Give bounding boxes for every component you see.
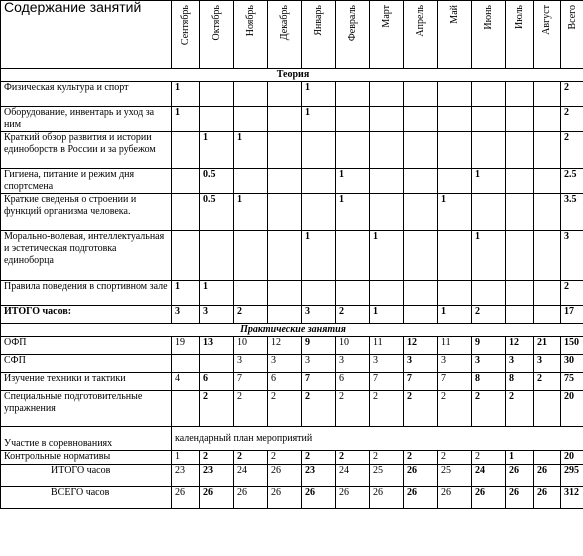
cell: 26: [438, 487, 472, 509]
cell: [506, 82, 534, 107]
row-total: 2: [561, 82, 583, 107]
cell: 11: [370, 337, 404, 355]
month-header: [336, 1, 370, 69]
cell: [336, 132, 370, 169]
row-total: 30: [561, 355, 583, 373]
table-row: [1, 355, 583, 373]
cell: [534, 451, 561, 465]
row-label: Правила поведения в спортивном зале: [1, 281, 172, 306]
cell: [200, 107, 234, 132]
cell: 1: [472, 231, 506, 281]
cell: 2: [472, 391, 506, 427]
cell: 2: [506, 391, 534, 427]
cell: 2: [234, 451, 268, 465]
row-total: 2.5: [561, 169, 583, 194]
cell: [404, 306, 438, 324]
cell: [370, 82, 404, 107]
cell: 1: [302, 231, 336, 281]
cell: 3: [200, 306, 234, 324]
cell: 10: [336, 337, 370, 355]
cell: [234, 281, 268, 306]
cell: 26: [268, 465, 302, 487]
cell: [268, 306, 302, 324]
cell: 2: [336, 306, 370, 324]
cell: 1: [506, 451, 534, 465]
row-label: Специальные подготовительные упражнения: [1, 391, 172, 427]
cell: [172, 132, 200, 169]
month-header: [534, 1, 561, 69]
month-label: Август: [541, 5, 552, 35]
table-row: [1, 82, 583, 107]
cell: 26: [172, 487, 200, 509]
cell: [534, 391, 561, 427]
cell: 1: [200, 132, 234, 169]
cell: [404, 169, 438, 194]
cell: 26: [534, 487, 561, 509]
cell: 12: [268, 337, 302, 355]
row-total: 2: [561, 107, 583, 132]
cell: 2: [234, 391, 268, 427]
row-total: 3.5: [561, 194, 583, 231]
cell: 12: [404, 337, 438, 355]
cell: 1: [172, 281, 200, 306]
cell: 2: [200, 451, 234, 465]
total-header: [561, 1, 583, 69]
month-label: Июнь: [482, 5, 494, 30]
cell: [534, 107, 561, 132]
cell: 2: [336, 451, 370, 465]
table-row: [1, 373, 583, 391]
cell: 6: [200, 373, 234, 391]
header-row: [1, 1, 583, 69]
cell: 23: [172, 465, 200, 487]
theory-total-row: [1, 306, 583, 324]
cell: 26: [336, 487, 370, 509]
month-label: Сентябрь: [179, 5, 191, 46]
cell: [234, 107, 268, 132]
cell: 2: [404, 451, 438, 465]
cell: 1: [472, 169, 506, 194]
month-header: [172, 1, 200, 69]
month-label: Июль: [513, 5, 525, 29]
cell: 25: [438, 465, 472, 487]
cell: 26: [200, 487, 234, 509]
total-label: ИТОГО часов: [1, 465, 172, 487]
cell: [404, 82, 438, 107]
cell: 6: [336, 373, 370, 391]
month-header: [404, 1, 438, 69]
cell: [172, 391, 200, 427]
cell: [370, 194, 404, 231]
competitions-note: календарный план мероприятий: [172, 427, 583, 451]
row-label: Изучение техники и тактики: [1, 373, 172, 391]
cell: [404, 107, 438, 132]
cell: 1: [302, 107, 336, 132]
cell: 2: [234, 306, 268, 324]
cell: 3: [234, 355, 268, 373]
cell: 2: [302, 451, 336, 465]
cell: 0.5: [200, 169, 234, 194]
cell: 2: [472, 306, 506, 324]
row-total: 295: [561, 465, 583, 487]
cell: 2: [438, 391, 472, 427]
cell: 3: [472, 355, 506, 373]
cell: [404, 231, 438, 281]
cell: 1: [172, 107, 200, 132]
cell: 2: [268, 451, 302, 465]
cell: 11: [438, 337, 472, 355]
cell: 3: [370, 355, 404, 373]
cell: 3: [172, 306, 200, 324]
cell: [506, 306, 534, 324]
cell: [534, 194, 561, 231]
row-total: 312: [561, 487, 583, 509]
cell: [404, 132, 438, 169]
total-label: ИТОГО часов:: [1, 306, 172, 324]
month-label: Февраль: [346, 5, 358, 42]
cell: [302, 132, 336, 169]
cell: 1: [336, 194, 370, 231]
grand-total-label: ВСЕГО часов: [1, 487, 172, 509]
cell: [336, 281, 370, 306]
cell: [302, 194, 336, 231]
cell: 3: [336, 355, 370, 373]
cell: 13: [200, 337, 234, 355]
cell: 26: [404, 487, 438, 509]
cell: 26: [268, 487, 302, 509]
section-practice-row: [1, 324, 583, 337]
table-row: [1, 132, 583, 169]
cell: 8: [506, 373, 534, 391]
cell: 26: [506, 465, 534, 487]
control-label: Контрольные нормативы: [1, 451, 172, 465]
cell: [336, 107, 370, 132]
cell: [534, 169, 561, 194]
row-label: ОФП: [1, 337, 172, 355]
cell: 3: [404, 355, 438, 373]
cell: [438, 132, 472, 169]
cell: 9: [302, 337, 336, 355]
cell: 1: [302, 82, 336, 107]
table-row: [1, 231, 583, 281]
cell: [438, 82, 472, 107]
cell: 1: [370, 306, 404, 324]
total-label: Всего: [567, 5, 578, 30]
cell: [268, 194, 302, 231]
row-label: Физическая культура и спорт: [1, 82, 172, 107]
month-header: [268, 1, 302, 69]
cell: [172, 194, 200, 231]
cell: [302, 281, 336, 306]
cell: [336, 82, 370, 107]
table-row: [1, 337, 583, 355]
month-label: Январь: [312, 5, 324, 36]
row-label: Гигиена, питание и режим дня спортсмена: [1, 169, 172, 194]
cell: 26: [302, 487, 336, 509]
cell: [234, 231, 268, 281]
cell: [268, 281, 302, 306]
competitions-row: [1, 427, 583, 451]
cell: 1: [438, 194, 472, 231]
cell: [200, 231, 234, 281]
practice-total-row: [1, 465, 583, 487]
cell: 3: [438, 355, 472, 373]
cell: [534, 281, 561, 306]
cell: [234, 82, 268, 107]
cell: [534, 82, 561, 107]
cell: 1: [438, 306, 472, 324]
cell: 2: [472, 451, 506, 465]
cell: 6: [268, 373, 302, 391]
cell: [370, 169, 404, 194]
cell: 25: [370, 465, 404, 487]
month-label: Октябрь: [210, 5, 222, 41]
cell: [370, 132, 404, 169]
cell: 23: [302, 465, 336, 487]
cell: [534, 306, 561, 324]
row-total: 2: [561, 132, 583, 169]
cell: 1: [234, 194, 268, 231]
cell: 2: [404, 391, 438, 427]
cell: 12: [506, 337, 534, 355]
control-row: [1, 451, 583, 465]
cell: 3: [302, 355, 336, 373]
cell: 26: [370, 487, 404, 509]
cell: 23: [200, 465, 234, 487]
month-label: Апрель: [414, 5, 426, 37]
cell: [370, 107, 404, 132]
cell: [506, 132, 534, 169]
cell: [200, 355, 234, 373]
cell: [404, 194, 438, 231]
cell: 2: [370, 451, 404, 465]
cell: [172, 231, 200, 281]
section-theory-row: [1, 69, 583, 82]
cell: 7: [404, 373, 438, 391]
section-title: Практические занятия: [1, 324, 583, 337]
cell: [302, 169, 336, 194]
table-row: [1, 107, 583, 132]
cell: [472, 281, 506, 306]
cell: [438, 169, 472, 194]
cell: 2: [302, 391, 336, 427]
cell: 2: [438, 451, 472, 465]
cell: [268, 231, 302, 281]
cell: 19: [172, 337, 200, 355]
cell: [172, 169, 200, 194]
cell: 24: [472, 465, 506, 487]
row-label: СФП: [1, 355, 172, 373]
cell: [506, 194, 534, 231]
row-total: 75: [561, 373, 583, 391]
month-label: Май: [448, 5, 460, 24]
cell: [506, 231, 534, 281]
cell: 26: [506, 487, 534, 509]
month-header: [438, 1, 472, 69]
cell: [336, 231, 370, 281]
row-label: Оборудование, инвентарь и уход за ним: [1, 107, 172, 132]
cell: 26: [234, 487, 268, 509]
cell: [268, 169, 302, 194]
row-label: Краткий обзор развития и истории единоборств в России и за рубежом: [1, 132, 172, 169]
cell: [200, 82, 234, 107]
cell: [506, 281, 534, 306]
month-header: [200, 1, 234, 69]
cell: [472, 194, 506, 231]
month-label: Март: [380, 5, 392, 28]
row-total: 17: [561, 306, 583, 324]
cell: 1: [172, 82, 200, 107]
cell: 10: [234, 337, 268, 355]
cell: [268, 107, 302, 132]
row-total: 2: [561, 281, 583, 306]
cell: [438, 231, 472, 281]
table-row: [1, 169, 583, 194]
cell: [534, 231, 561, 281]
competitions-label: Участие в соревнованиях: [1, 427, 172, 451]
cell: [370, 281, 404, 306]
cell: 2: [336, 391, 370, 427]
cell: 3: [268, 355, 302, 373]
cell: 26: [404, 465, 438, 487]
cell: 2: [534, 373, 561, 391]
row-label: Краткие сведенья о строении и функций организма человека.: [1, 194, 172, 231]
cell: 1: [172, 451, 200, 465]
cell: 7: [234, 373, 268, 391]
cell: 1: [336, 169, 370, 194]
table-row: [1, 391, 583, 427]
cell: 1: [370, 231, 404, 281]
table-row: [1, 281, 583, 306]
cell: [472, 82, 506, 107]
header-title: Содержание занятий: [1, 1, 172, 69]
month-header: [234, 1, 268, 69]
cell: [234, 169, 268, 194]
cell: 3: [302, 306, 336, 324]
cell: 24: [336, 465, 370, 487]
cell: 2: [200, 391, 234, 427]
row-label: Морально-волевая, интеллектуальная и эстетическая подготовка единоборца: [1, 231, 172, 281]
cell: [268, 132, 302, 169]
cell: 7: [438, 373, 472, 391]
cell: 1: [234, 132, 268, 169]
cell: 24: [234, 465, 268, 487]
row-total: 150: [561, 337, 583, 355]
cell: [534, 132, 561, 169]
cell: 3: [506, 355, 534, 373]
grand-total-row: [1, 487, 583, 509]
cell: 26: [534, 465, 561, 487]
cell: 2: [268, 391, 302, 427]
cell: 8: [472, 373, 506, 391]
month-header: [370, 1, 404, 69]
cell: 0.5: [200, 194, 234, 231]
table-row: [1, 194, 583, 231]
cell: [472, 132, 506, 169]
cell: 26: [472, 487, 506, 509]
cell: [472, 107, 506, 132]
cell: 7: [302, 373, 336, 391]
row-total: 3: [561, 231, 583, 281]
cell: [438, 281, 472, 306]
cell: 4: [172, 373, 200, 391]
row-total: 20: [561, 451, 583, 465]
cell: [438, 107, 472, 132]
cell: 7: [370, 373, 404, 391]
cell: [506, 169, 534, 194]
cell: 1: [200, 281, 234, 306]
month-label: Ноябрь: [244, 5, 256, 37]
cell: 21: [534, 337, 561, 355]
cell: [404, 281, 438, 306]
month-header: [506, 1, 534, 69]
month-header: [472, 1, 506, 69]
row-total: 20: [561, 391, 583, 427]
cell: [172, 355, 200, 373]
cell: 9: [472, 337, 506, 355]
month-header: [302, 1, 336, 69]
cell: [506, 107, 534, 132]
cell: 3: [534, 355, 561, 373]
cell: [268, 82, 302, 107]
month-label: Декабрь: [278, 5, 290, 41]
cell: 2: [370, 391, 404, 427]
section-title: Теория: [1, 69, 583, 82]
